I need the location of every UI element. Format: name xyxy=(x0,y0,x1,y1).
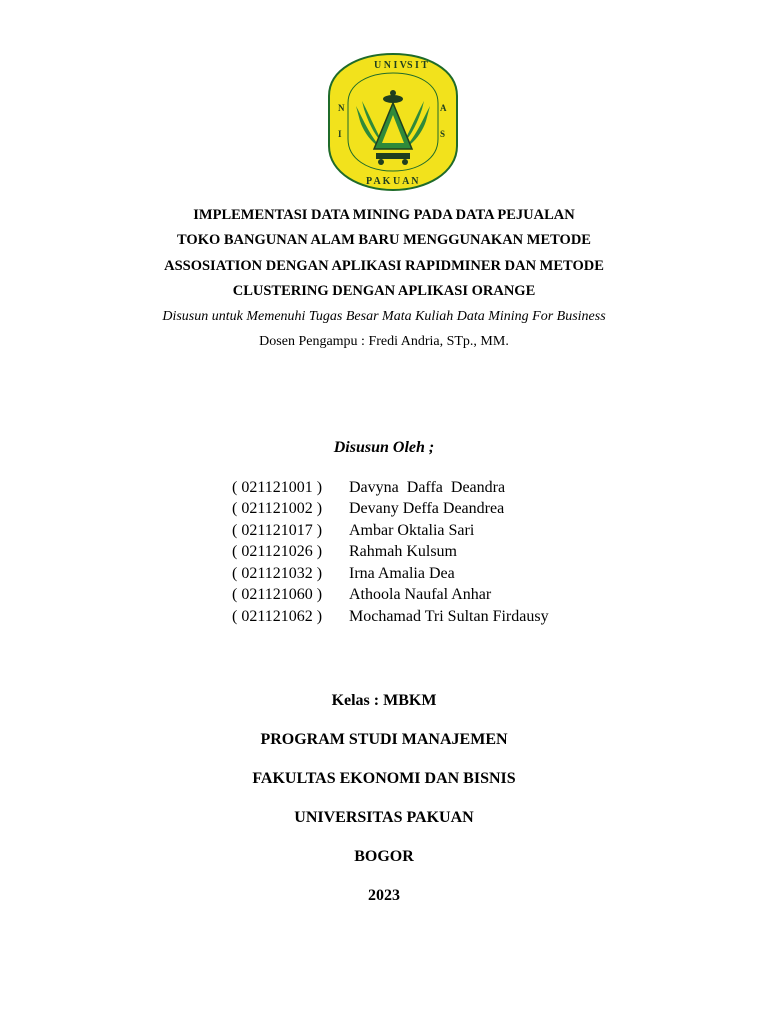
subtitle: Disusun untuk Memenuhi Tugas Besar Mata Kuliah Data Mining For Business xyxy=(162,309,606,324)
member-nim: ( 021121002 ) xyxy=(232,500,323,517)
svg-text:S: S xyxy=(440,129,446,139)
member-row xyxy=(232,543,732,561)
member-nim: ( 021121060 ) xyxy=(232,586,323,603)
member-nim: ( 021121001 ) xyxy=(232,479,323,496)
member-row xyxy=(232,608,732,626)
title-line-2: TOKO BANGUNAN ALAM BARU MENGGUNAKAN METODE xyxy=(177,232,591,248)
svg-text:N: N xyxy=(338,103,345,113)
member-row xyxy=(232,565,732,583)
svg-text:I: I xyxy=(338,129,342,139)
study-program: PROGRAM STUDI MANAJEMEN xyxy=(260,731,508,748)
authors-heading: Disusun Oleh ; xyxy=(333,439,435,456)
title-line-1: IMPLEMENTASI DATA MINING PADA DATA PEJUALAN xyxy=(193,207,575,223)
member-row xyxy=(232,586,732,604)
member-name: Irna Amalia Dea xyxy=(349,565,455,582)
member-row xyxy=(232,522,732,540)
class-label: Kelas : MBKM xyxy=(331,692,437,709)
faculty: FAKULTAS EKONOMI DAN BISNIS xyxy=(252,770,516,787)
title-line-3: ASSOSIATION DENGAN APLIKASI RAPIDMINER DAN METODE xyxy=(164,258,604,274)
member-row xyxy=(232,479,732,497)
member-name: Ambar Oktalia Sari xyxy=(349,522,475,539)
member-row xyxy=(232,500,732,518)
svg-text:P A K U A N: P A K U A N xyxy=(366,176,419,187)
title-line-4: CLUSTERING DENGAN APLIKASI ORANGE xyxy=(232,283,536,299)
member-name: Athoola Naufal Anhar xyxy=(349,586,492,603)
university-seal-logo xyxy=(326,51,460,193)
university-name: UNIVERSITAS PAKUAN xyxy=(294,809,474,826)
member-name: Rahmah Kulsum xyxy=(349,543,457,560)
svg-text:S I T: S I T xyxy=(407,60,428,71)
member-nim: ( 021121062 ) xyxy=(232,608,323,625)
member-nim: ( 021121017 ) xyxy=(232,522,323,539)
member-nim: ( 021121032 ) xyxy=(232,565,323,582)
lecturer: Dosen Pengampu : Fredi Andria, STp., MM. xyxy=(259,334,509,349)
member-name: Devany Deffa Deandrea xyxy=(349,500,505,517)
svg-text:U N I V: U N I V xyxy=(374,60,407,71)
member-nim: ( 021121026 ) xyxy=(232,543,323,560)
city: BOGOR xyxy=(354,848,414,865)
member-name: Mochamad Tri Sultan Firdausy xyxy=(349,608,549,625)
year: 2023 xyxy=(368,887,400,904)
member-name: Davyna Daffa Deandra xyxy=(349,479,506,496)
svg-text:A: A xyxy=(440,103,447,113)
